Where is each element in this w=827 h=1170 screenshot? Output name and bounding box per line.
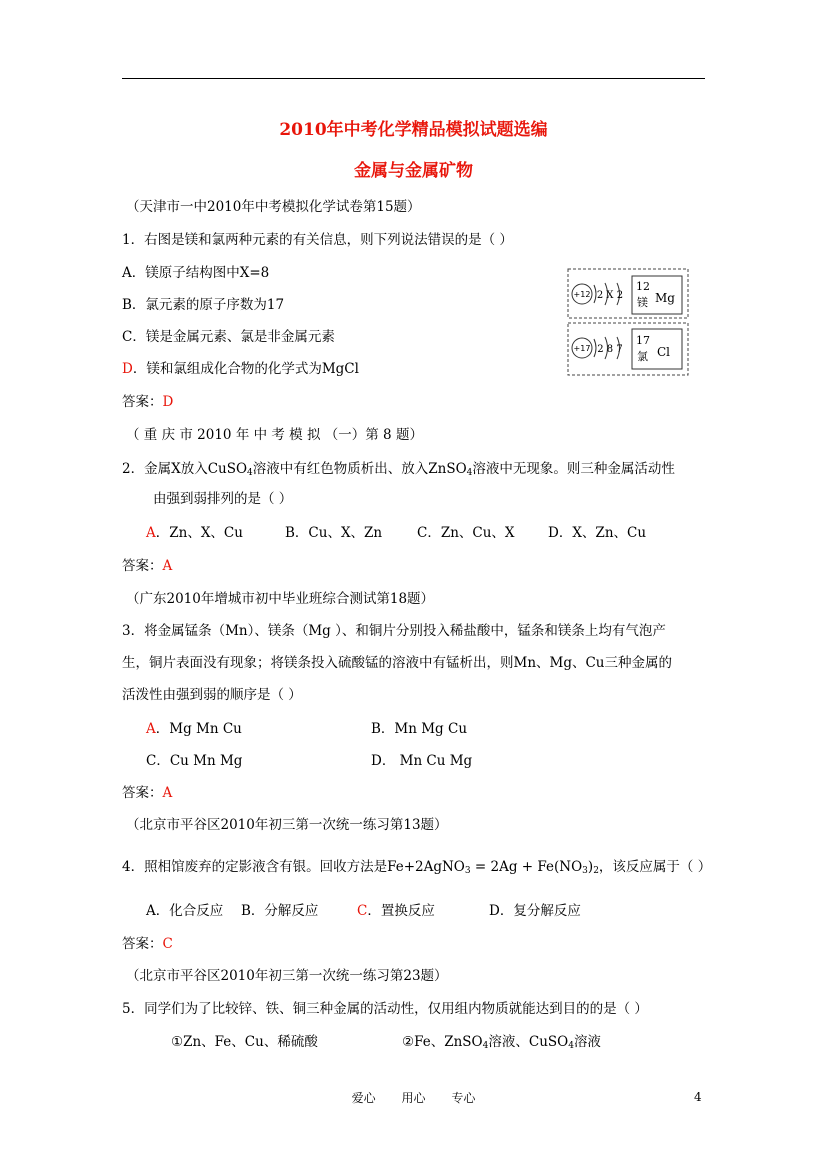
q1-option-b: B．氯元素的原子序数为17: [122, 297, 285, 313]
mg-number: 12: [636, 280, 650, 293]
q4-option-b: B．分解反应: [241, 903, 319, 919]
q5-option-2-sub2: 4: [568, 1041, 574, 1051]
q5-stem: 5．同学们为了比较锌、铁、铜三种金属的活动性，仅用组内物质就能达到目的的是（ ）: [122, 1001, 648, 1017]
q5-option-1: ①Zn、Fe、Cu、稀硫酸: [171, 1034, 318, 1050]
q3-option-a: [146, 717, 242, 737]
q2-source: （ 重 庆 市 2010 年 中 考 模 拟 （一）第 8 题）: [126, 427, 423, 443]
element-diagram-svg: [567, 268, 689, 376]
q1-answer-label: 答案：: [122, 394, 163, 410]
cl-number: 17: [636, 334, 650, 347]
mg-name: 镁: [637, 296, 648, 309]
q2-stem-sub2: 4: [466, 468, 473, 478]
header-rule: [122, 78, 705, 79]
q2-answer-label: 答案：: [122, 558, 163, 574]
q2-stem-part1: 2．金属X放入CuSO: [122, 461, 248, 477]
page-title: 2010年中考化学精品模拟试题选编: [279, 120, 548, 140]
q4-stem-sub3: 2: [593, 866, 599, 876]
q1-option-c: C．镁是金属元素、氯是非金属元素: [122, 329, 335, 345]
page-number: 4: [694, 1090, 702, 1104]
q2-answer-value: A: [162, 558, 173, 574]
q5-option-2: [402, 1030, 601, 1051]
q4-option-c-text: ．置换反应: [367, 903, 435, 919]
q3-source: （广东2010年增城市初中毕业班综合测试第18题）: [126, 591, 435, 607]
q1-option-d: [122, 357, 359, 377]
q1-answer-value: D: [162, 394, 174, 410]
q1-source: （天津市一中2010年中考模拟化学试卷第15题）: [126, 199, 421, 215]
q3-stem-line2: 生，铜片表面没有现象；将镁条投入硫酸锰的溶液中有锰析出，则Mn、Mg、Cu三种金属的: [122, 655, 673, 671]
q5-option-2-part3: 溶液: [573, 1034, 601, 1050]
q4-stem-part4: ，该反应属于（ ）: [598, 859, 712, 875]
q2-option-b: B．Cu、X、Zn: [285, 525, 383, 541]
q3-option-a-text: ．Mg Mn Cu: [155, 721, 242, 737]
footer-item-3: 专心: [451, 1091, 476, 1105]
q1-option-a: A．镁原子结构图中X=8: [122, 265, 270, 281]
q5-option-2-part2: 溶液、CuSO: [488, 1034, 569, 1050]
q3-answer-value: A: [162, 785, 173, 801]
q1-option-d-text: ．镁和氯组成化合物的化学式为MgCl: [132, 361, 359, 377]
q4-source: （北京市平谷区2010年初三第一次统一练习第13题）: [126, 817, 448, 833]
q3-stem-line3: 活泼性由强到弱的顺序是（ ）: [122, 687, 302, 703]
mg-symbol: Mg: [655, 291, 675, 305]
q4-stem-part2: = 2Ag + Fe(NO: [470, 859, 583, 875]
q2-option-d: D．X、Zn、Cu: [548, 525, 647, 541]
q2-stem-sub1: 4: [247, 468, 253, 478]
q2-answer: [122, 554, 172, 574]
mg-shells: 2 X 2: [596, 290, 624, 301]
page-footer: [0, 1089, 827, 1106]
q4-answer-value: C: [162, 936, 173, 952]
q3-option-a-letter: A: [146, 721, 156, 737]
q3-option-d: D． Mn Cu Mg: [371, 753, 473, 769]
q3-answer-label: 答案：: [122, 785, 163, 801]
q3-option-c: C．Cu Mn Mg: [146, 753, 243, 769]
q2-option-a-letter: A: [146, 525, 156, 541]
element-diagram: [567, 268, 689, 376]
q3-option-b: B．Mn Mg Cu: [371, 721, 468, 737]
q2-option-c: C．Zn、Cu、X: [417, 525, 515, 541]
q2-stem: [122, 457, 675, 478]
q2-option-a: [146, 521, 243, 541]
cl-nucleus: +17: [573, 344, 591, 353]
q4-answer-label: 答案：: [122, 936, 163, 952]
page-subtitle: 金属与金属矿物: [354, 161, 473, 181]
q4-option-c-letter: C: [357, 903, 368, 919]
q2-stem-part3: 溶液中无现象。则三种金属活动性: [472, 461, 675, 477]
q4-answer: [122, 932, 173, 952]
q1-stem: 1．右图是镁和氯两种元素的有关信息，则下列说法错误的是（ ）: [122, 232, 513, 248]
q4-stem: [122, 855, 711, 876]
q4-stem-sub2: 3: [582, 866, 588, 876]
q4-option-d: D．复分解反应: [489, 903, 581, 919]
mg-nucleus: +12: [573, 290, 591, 299]
q5-option-2-part1: ②Fe、ZnSO: [402, 1034, 483, 1050]
cl-symbol: Cl: [657, 345, 671, 359]
q3-answer: [122, 781, 172, 801]
q4-stem-sub1: 3: [464, 866, 471, 876]
q1-answer: [122, 390, 173, 410]
q5-source: （北京市平谷区2010年初三第一次统一练习第23题）: [126, 968, 448, 984]
q3-stem-line1: 3．将金属锰条（Mn）、镁条（Mg ）、和铜片分别投入稀盐酸中，锰条和镁条上均有气泡产: [122, 623, 666, 639]
q4-option-c: [357, 899, 435, 919]
q4-stem-part1: 4．照相馆废弃的定影液含有银。回收方法是Fe+2AgNO: [122, 859, 465, 875]
q5-option-2-sub1: 4: [482, 1041, 489, 1051]
q2-stem-part2: 溶液中有红色物质析出、放入ZnSO: [252, 461, 467, 477]
q2-stem-line2: 由强到弱排列的是（ ）: [153, 491, 293, 507]
footer-item-1: 爱心: [351, 1091, 376, 1105]
q4-option-a: A．化合反应: [146, 903, 224, 919]
q4-stem-part3: ): [587, 859, 594, 875]
footer-item-2: 用心: [401, 1091, 426, 1105]
q1-option-d-letter: D: [122, 361, 133, 377]
cl-name: 氯: [637, 350, 648, 363]
q2-option-a-text: ．Zn、X、Cu: [155, 525, 243, 541]
cl-shells: 2 8 7: [597, 344, 623, 355]
